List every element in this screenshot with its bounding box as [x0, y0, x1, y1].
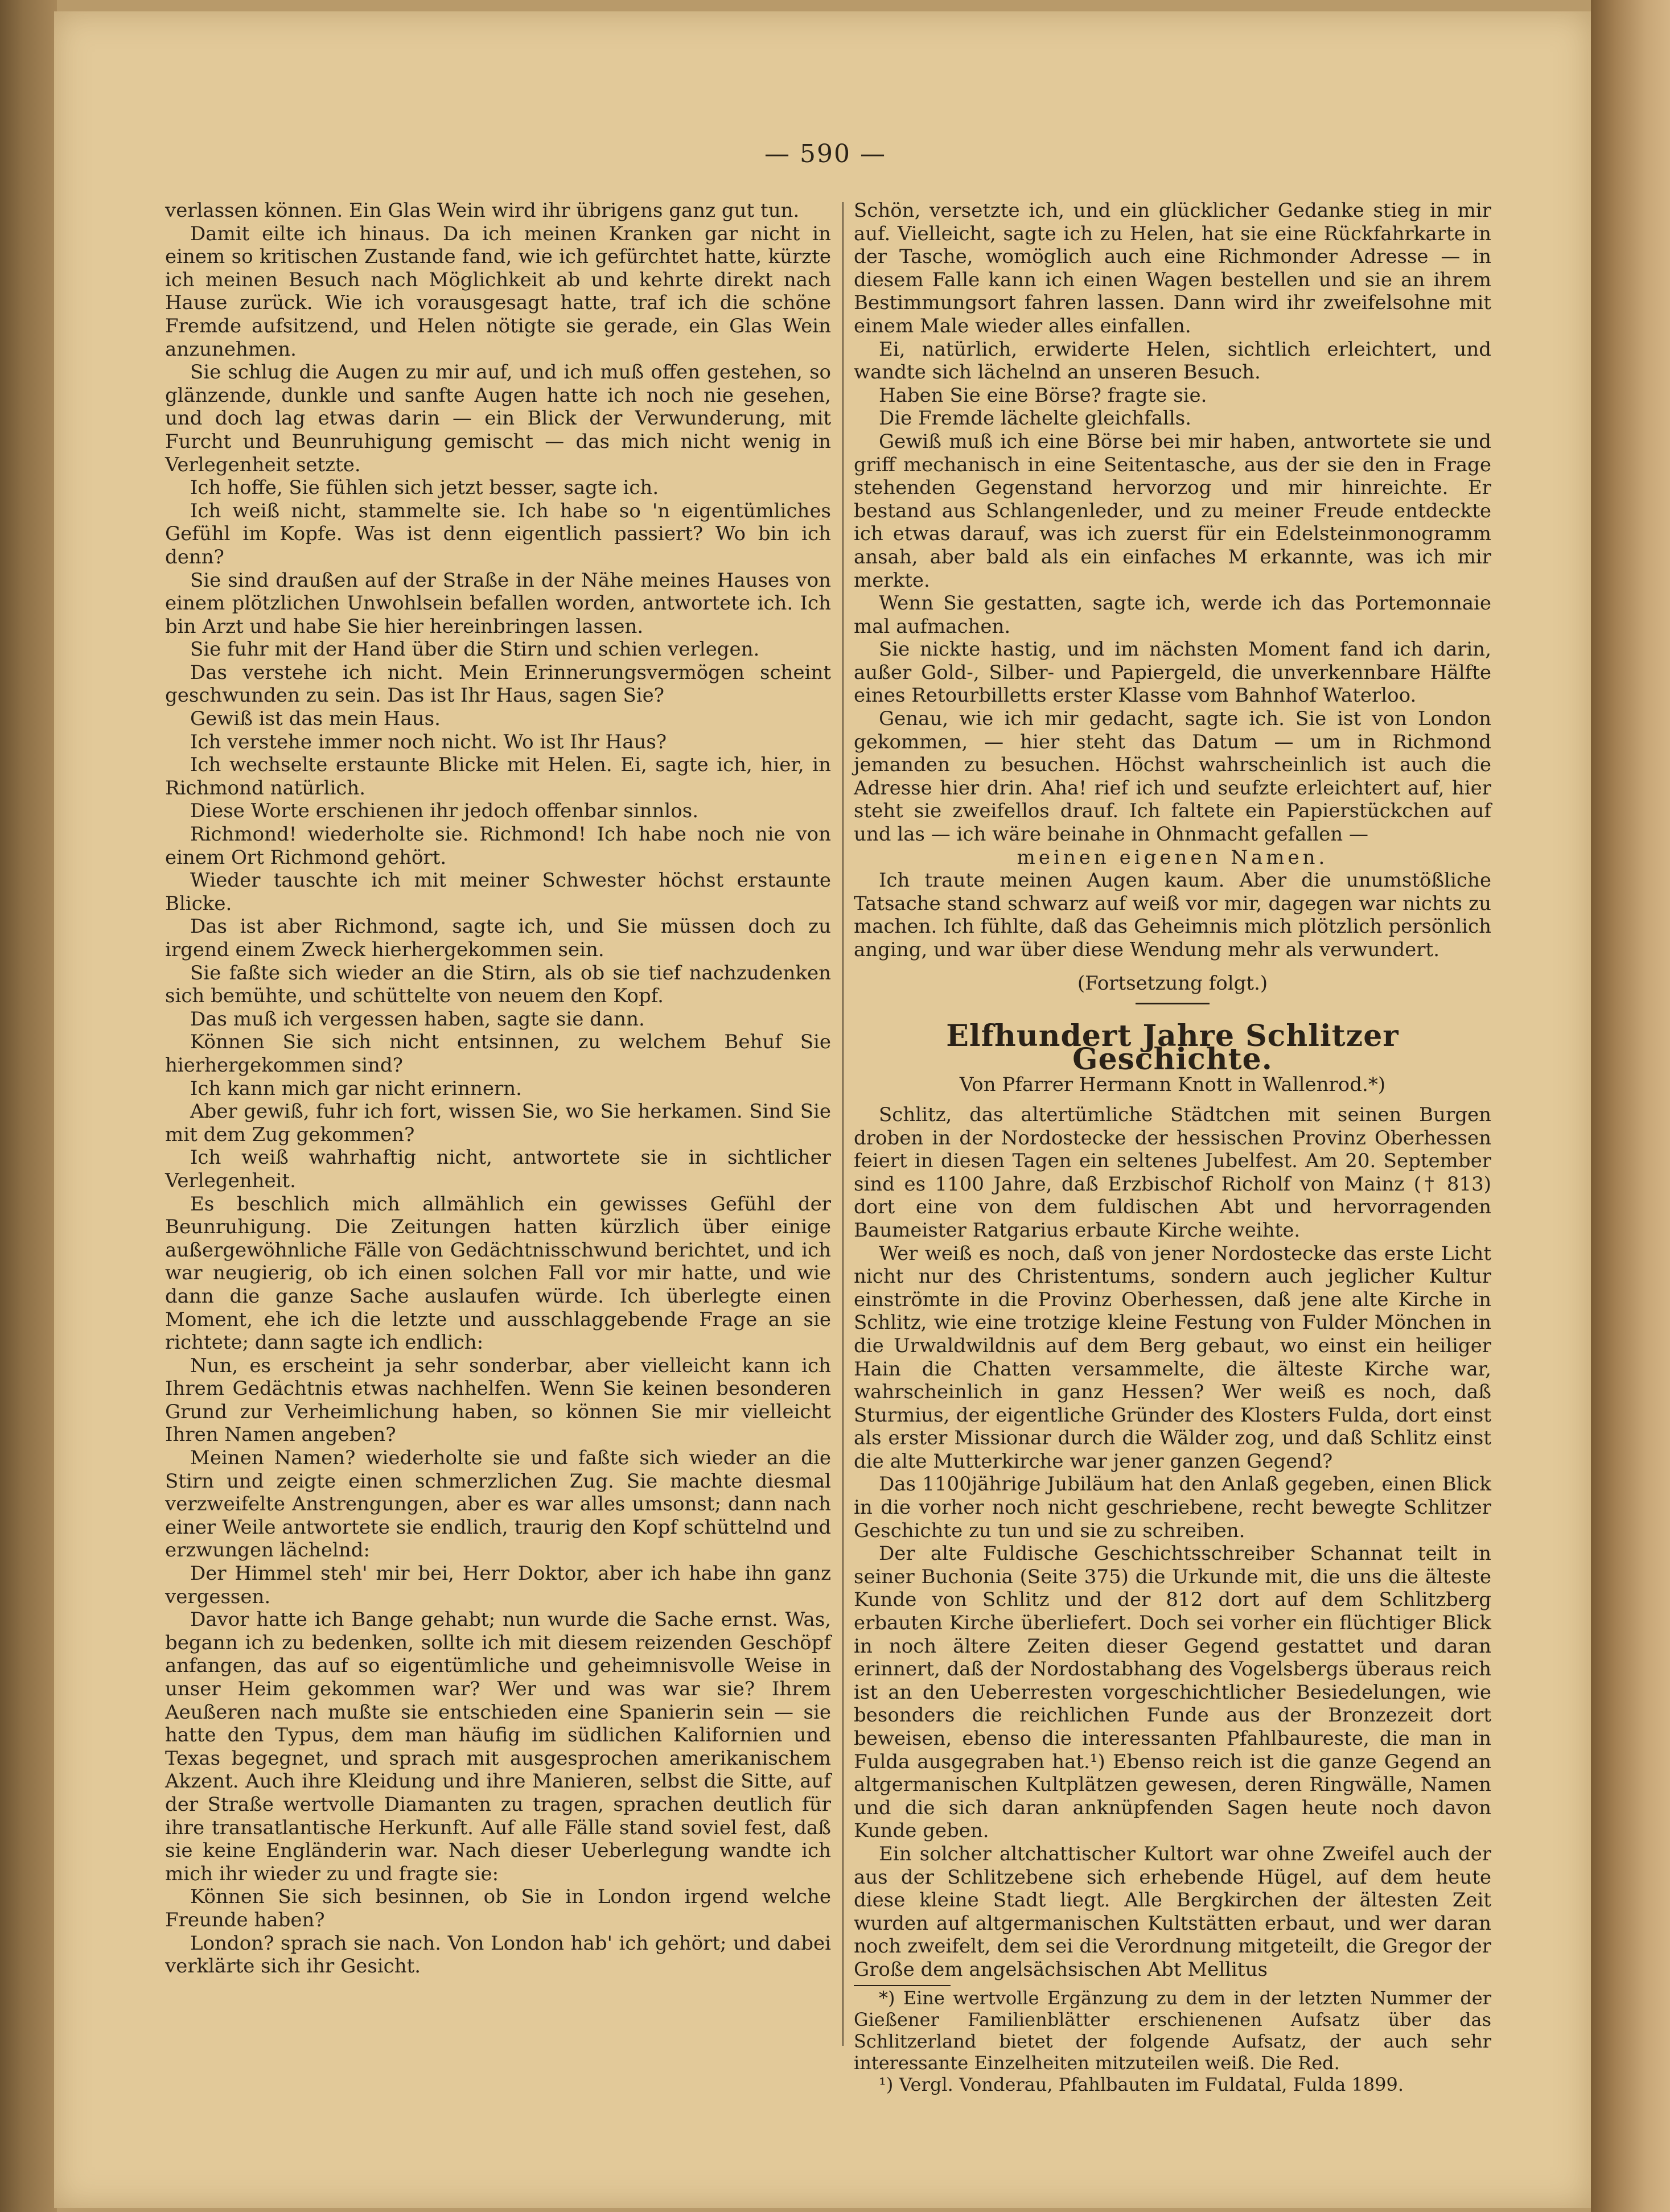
footnote-rule	[854, 1985, 951, 1986]
paragraph: Gewiß ist das mein Haus.	[190, 707, 441, 731]
paragraph: Das ist aber Richmond, sagte ich, und Sie müssen doch zu irgend einem Zweck hierhergekommen sein.	[165, 915, 831, 961]
article-byline: Von Pfarrer Hermann Knott in Wallenrod.*)	[959, 1073, 1386, 1097]
paragraph: Das muß ich vergessen haben, sagte sie dann.	[190, 1007, 645, 1031]
paragraph: London? sprach sie nach. Von London hab' ich gehört; und dabei verklärte sich ihr Gesicht.	[165, 1931, 831, 1978]
right-page-edge	[1591, 0, 1670, 2212]
paragraph: Ich traute meinen Augen kaum. Aber die unumstößliche Tatsache stand schwarz auf weiß vor mir, dagegen war nichts zu machen. Ich fühlte, daß das Geheimnis mich plötzlich persönlich anging, und war über diese Wendung mehr als verwundert.	[854, 869, 1491, 961]
paragraph: Ich wechselte erstaunte Blicke mit Helen. Ei, sagte ich, hier, in Richmond natürlich.	[165, 753, 831, 800]
page-number: — 590 —	[764, 139, 886, 168]
paragraph: Das verstehe ich nicht. Mein Erinnerungsvermögen scheint geschwunden zu sein. Das ist Ihr Haus, sagen Sie?	[165, 661, 831, 707]
paragraph: Nun, es erscheint ja sehr sonderbar, aber vielleicht kann ich Ihrem Gedächtnis etwas nachhelfen. Wenn Sie keinen besonderen Grund zur Verheimlichung haben, so können Sie mir vielleicht Ihren Namen angeben?	[165, 1354, 831, 1447]
paragraph: Die Fremde lächelte gleichfalls.	[879, 407, 1192, 430]
paragraph: Können Sie sich besinnen, ob Sie in London irgend welche Freunde haben?	[165, 1885, 831, 1931]
paragraph: Ich weiß nicht, stammelte sie. Ich habe so 'n eigentümliches Gefühl im Kopfe. Was ist denn eigentlich passiert? Wo bin ich denn?	[165, 499, 831, 569]
paragraph: Sie sind draußen auf der Straße in der Nähe meines Hauses von einem plötzlichen Unwohlsein befallen worden, antwortete ich. Ich bin Arzt und habe Sie hier hereinbringen lassen.	[165, 569, 831, 638]
paragraph: Ich verstehe immer noch nicht. Wo ist Ihr Haus?	[190, 730, 667, 753]
emphasized-phrase: meinen eigenen Namen.	[1017, 846, 1328, 869]
paragraph: Genau, wie ich mir gedacht, sagte ich. Sie ist von London gekommen, — hier steht das Datum — um in Richmond jemanden zu besuchen. Höchst wahrscheinlich ist auch die Adresse hier drin. Aha! rief ich und seufzte erleichtert auf, hier steht sie zweifellos drauf. Ich faltete ein Papierstückchen auf und las — ich wäre beinahe in Ohnmacht gefallen —	[854, 707, 1491, 846]
paragraph: Das 1100jährige Jubiläum hat den Anlaß gegeben, einen Blick in die vorher noch nicht geschriebene, recht bewegte Schlitzer Geschichte zu tun und sie zu schreiben.	[854, 1473, 1491, 1542]
column-divider	[842, 202, 844, 2046]
left-page-edge	[0, 0, 57, 2212]
paragraph: Diese Worte erschienen ihr jedoch offenbar sinnlos.	[190, 800, 698, 823]
footnote: *) Eine wertvolle Ergänzung zu dem in der letzten Nummer der Gießener Familienblätter erschienenen Aufsatz über das Schlitzerland bietet der folgende Aufsatz, der auch sehr interessante Einzelheiten mitzuteilen weiß. Die Red.	[854, 1987, 1491, 2074]
right-column	[854, 199, 1491, 2095]
paragraph: Schlitz, das altertümliche Städtchen mit seinen Burgen droben in der Nordostecke der hessischen Provinz Oberhessen feiert in diesen Tagen ein seltenes Jubelfest. Am 20. September sind es 1100 Jahre, daß Erzbischof Richolf von Mainz († 813) dort eine von dem fuldischen Abt und hervorragenden Baumeister Ratgarius erbaute Kirche weihte.	[854, 1103, 1491, 1242]
paragraph: Sie nickte hastig, und im nächsten Moment fand ich darin, außer Gold-, Silber- und Papiergeld, die unverkennbare Hälfte eines Retourbilletts erster Klasse vom Bahnhof Waterloo.	[854, 638, 1491, 707]
paragraph: Meinen Namen? wiederholte sie und faßte sich wieder an die Stirn und zeigte einen schmerzlichen Zug. Sie machte diesmal verzweifelte Anstrengungen, aber es war alles umsonst; dann nach einer Weile antwortete sie endlich, traurig den Kopf schüttelnd und erzwungen lächelnd:	[165, 1447, 831, 1562]
paragraph: Es beschlich mich allmählich ein gewisses Gefühl der Beunruhigung. Die Zeitungen hatten kürzlich über einige außergewöhnliche Fälle von Gedächtnisschwund berichtet, und ich war neugierig, ob ich einen solchen Fall vor mir hatte, und wie dann die ganze Sache auslaufen würde. Ich überlegte einen Moment, ehe ich die letzte und ausschlaggebende Frage an sie richtete; dann sagte ich endlich:	[165, 1192, 831, 1354]
paragraph: Der Himmel steh' mir bei, Herr Doktor, aber ich habe ihn ganz vergessen.	[165, 1562, 831, 1608]
footnote: ¹) Vergl. Vonderau, Pfahlbauten im Fuldatal, Fulda 1899.	[879, 2073, 1404, 2095]
paragraph: Wenn Sie gestatten, sagte ich, werde ich das Portemonnaie mal aufmachen.	[854, 592, 1491, 638]
paragraph: verlassen können. Ein Glas Wein wird ihr übrigens ganz gut tun.	[165, 199, 800, 222]
article-title: Elfhundert Jahre Schlitzer Geschichte.	[946, 1019, 1399, 1077]
paragraph: Wieder tauschte ich mit meiner Schwester höchst erstaunte Blicke.	[165, 869, 831, 915]
paragraph: Damit eilte ich hinaus. Da ich meinen Kranken gar nicht in einem so kritischen Zustande fand, wie ich gefürchtet hatte, kürzte ich meinen Besuch nach Möglichkeit ab und kehrte direkt nach Hause zurück. Wie ich vorausgesagt hatte, traf ich die schöne Fremde aufsitzend, und Helen nötigte sie gerade, ein Glas Wein anzunehmen.	[165, 222, 831, 361]
paragraph: Sie faßte sich wieder an die Stirn, als ob sie tief nachzudenken sich bemühte, und schüttelte von neuem den Kopf.	[165, 961, 831, 1008]
paragraph: Ein solcher altchattischer Kultort war ohne Zweifel auch der aus der Schlitzebene sich erhebende Hügel, auf dem heute diese kleine Stadt liegt. Alle Bergkirchen der ältesten Zeit wurden auf altgermanischen Kultstätten erbaut, und wer daran noch zweifelt, dem sei die Verordnung mitgeteilt, die Gregor der Große dem angelsächsischen Abt Mellitus	[854, 1842, 1491, 1981]
paragraph: Wer weiß es noch, daß von jener Nordostecke das erste Licht nicht nur des Christentums, sondern auch jeglicher Kultur einströmte in die Provinz Oberhessen, daß jene alte Kirche in Schlitz, wie eine trotzige kleine Festung von Fulder Mönchen in die Urwaldwildnis auf dem Berg gebaut, wo einst ein heiliger Hain die Chatten versammelte, die älteste Kirche war, wahrscheinlich in ganz Hessen? Wer weiß es noch, daß Sturmius, der eigentliche Gründer des Klosters Fulda, dort einst als erster Missionar durch die Wälder zog, und daß Schlitz einst die alte Mutterkirche war jener ganzen Gegend?	[854, 1242, 1491, 1473]
continuation-note: (Fortsetzung folgt.)	[1077, 971, 1268, 995]
left-column	[165, 199, 831, 1978]
paragraph: Sie fuhr mit der Hand über die Stirn und schien verlegen.	[190, 638, 760, 661]
paragraph: Gewiß muß ich eine Börse bei mir haben, antwortete sie und griff mechanisch in eine Seitentasche, aus der sie den in Frage stehenden Gegenstand hervorzog und mir hinreichte. Er bestand aus Schlangenleder, und zu meiner Freude entdeckte ich etwas darauf, was ich zuerst für ein Edelsteinmonogramm ansah, aber bald als ein einfaches M erkannte, was ich mir merkte.	[854, 430, 1491, 592]
paragraph: Davor hatte ich Bange gehabt; nun wurde die Sache ernst. Was, begann ich zu bedenken, sollte ich mit diesem reizenden Geschöpf anfangen, das auf so eigentümliche und geheimnisvolle Weise in unser Heim gekommen war? Wer und was war sie? Ihrem Aeußeren nach mußte sie entschieden eine Spanierin sein — sie hatte den Typus, dem man häufig im südlichen Kalifornien und Texas begegnet, und sprach mit ausgesprochen amerikanischem Akzent. Auch ihre Kleidung und ihre Manieren, selbst die Sitte, auf der Straße wertvolle Diamanten zu tragen, sprachen deutlich für ihre transatlantische Herkunft. Auf alle Fälle stand soviel fest, daß sie keine Engländerin war. Nach dieser Ueberlegung wandte ich mich ihr wieder zu und fragte sie:	[165, 1608, 831, 1885]
paragraph: Ich weiß wahrhaftig nicht, antwortete sie in sichtlicher Verlegenheit.	[165, 1146, 831, 1192]
paragraph: Haben Sie eine Börse? fragte sie.	[879, 384, 1207, 407]
paragraph: Ich kann mich gar nicht erinnern.	[190, 1077, 522, 1100]
paragraph: Können Sie sich nicht entsinnen, zu welchem Behuf Sie hierhergekommen sind?	[165, 1031, 831, 1077]
paragraph: Richmond! wiederholte sie. Richmond! Ich habe noch nie von einem Ort Richmond gehört.	[165, 823, 831, 869]
paragraph: Sie schlug die Augen zu mir auf, und ich muß offen gestehen, so glänzende, dunkle und sanfte Augen hatte ich noch nie gesehen, und doch lag etwas darin — ein Blick der Verwunderung, mit Furcht und Beunruhigung gemischt — das mich nicht wenig in Verlegenheit setzte.	[165, 361, 831, 476]
paragraph: Ich hoffe, Sie fühlen sich jetzt besser, sagte ich.	[190, 476, 659, 500]
paragraph: Der alte Fuldische Geschichtsschreiber Schannat teilt in seiner Buchonia (Seite 375) die Urkunde mit, die uns die älteste Kunde von Schlitz und der 812 dort auf dem Schlitzberg erbauten Kirche überliefert. Doch sei vorher ein flüchtiger Blick in noch ältere Zeiten dieser Gegend gestattet und daran erinnert, daß der Nordostabhang des Vogelsbergs überaus reich ist an den Ueberresten vorgeschichtlicher Besiedelungen, wie besonders die reichlichen Funde aus der Bronzezeit dort beweisen, ebenso die interessanten Pfahlbaureste, die man in Fulda ausgegraben hat.¹) Ebenso reich ist die ganze Gegend an altgermanischen Kultplätzen gewesen, deren Ringwälle, Namen und die sich daran anknüpfenden Sagen heute noch davon Kunde geben.	[854, 1542, 1491, 1843]
paragraph: Aber gewiß, fuhr ich fort, wissen Sie, wo Sie herkamen. Sind Sie mit dem Zug gekommen?	[165, 1100, 831, 1146]
paragraph: Schön, versetzte ich, und ein glücklicher Gedanke stieg in mir auf. Vielleicht, sagte ich zu Helen, hat sie eine Rückfahrkarte in der Tasche, womöglich auch eine Richmonder Adresse — in diesem Falle kann ich einen Wagen bestellen und sie an ihrem Bestimmungsort fahren lassen. Dann wird ihr zweifelsohne mit einem Male wieder alles einfallen.	[854, 199, 1491, 337]
section-rule	[1136, 1003, 1210, 1004]
paragraph: Ei, natürlich, erwiderte Helen, sichtlich erleichtert, und wandte sich lächelnd an unseren Besuch.	[854, 337, 1491, 384]
